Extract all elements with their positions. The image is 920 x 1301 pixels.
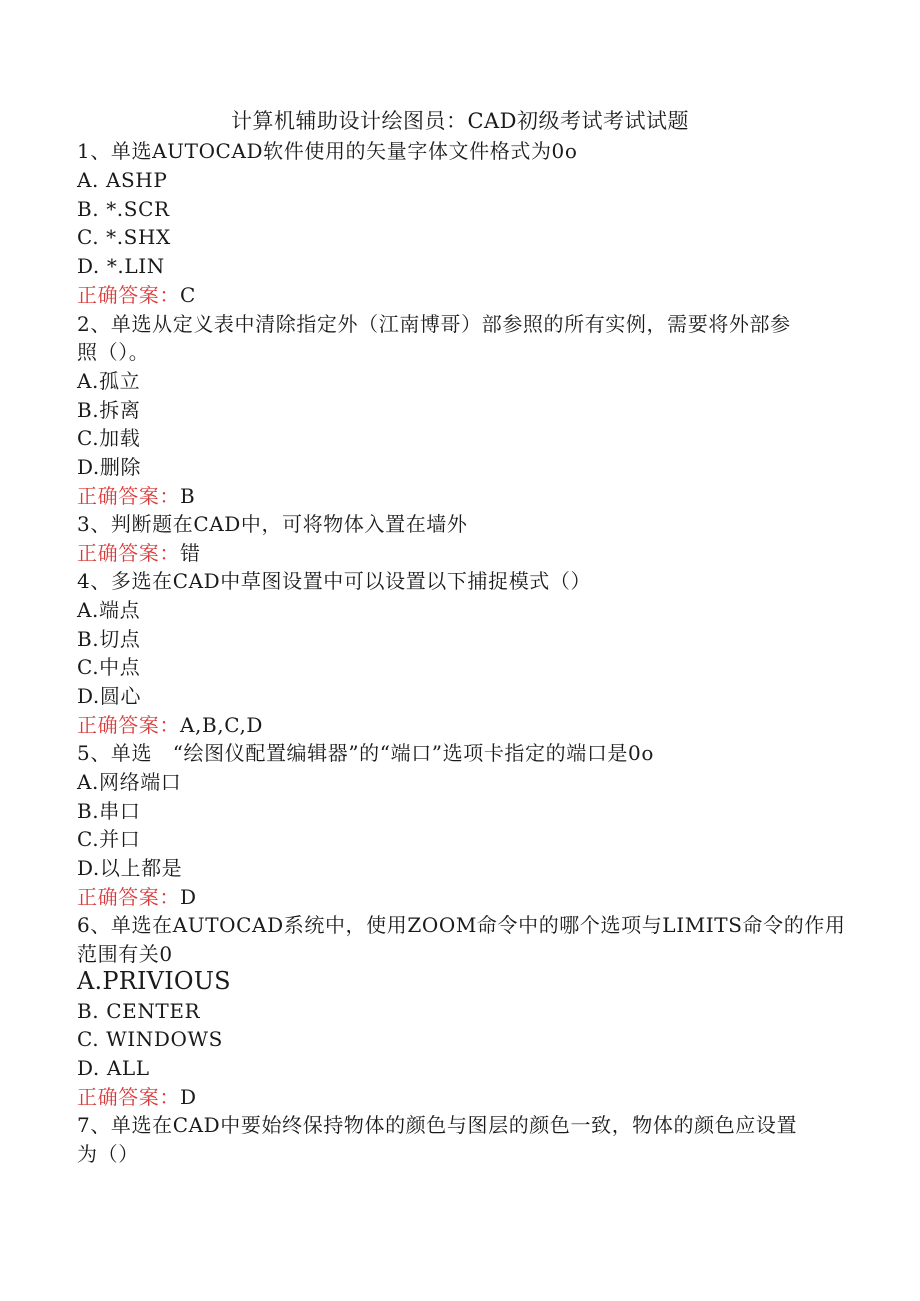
question-3-answer (77, 539, 201, 567)
question-4-answer (77, 711, 263, 739)
question-4-option-b: B.切点 (77, 627, 141, 651)
question-6-stem-line-2: 范围有关0 (77, 942, 173, 966)
answer-label: 正确答案： (77, 713, 180, 737)
answer-value: B (180, 484, 196, 508)
answer-value: C (180, 283, 196, 307)
question-1-stem: 1、单选AUTOCAD软件使用的矢量字体文件格式为0o (77, 139, 578, 163)
question-6-option-b: B. CENTER (77, 999, 201, 1023)
question-4-option-d: D.圆心 (77, 684, 142, 708)
question-7-stem-line-1: 7、单选在CAD中要始终保持物体的颜色与图层的颜色一致，物体的颜色应设置 (77, 1113, 798, 1137)
question-4-stem: 4、多选在CAD中草图设置中可以设置以下捕捉模式（） (77, 569, 592, 593)
question-1-option-a: A. ASHP (77, 168, 168, 192)
question-2-option-d: D.删除 (77, 455, 142, 479)
question-5-option-b: B.串口 (77, 799, 141, 823)
question-5-option-c: C.并口 (77, 827, 141, 851)
question-4-option-a: A.端点 (77, 598, 141, 622)
answer-value: D (180, 1085, 197, 1109)
question-4-option-c: C.中点 (77, 655, 141, 679)
question-1-answer (77, 281, 196, 309)
question-6-option-c: C. WINDOWS (77, 1027, 223, 1051)
question-1-option-c: C. *.SHX (77, 225, 171, 249)
question-2-option-b: B.拆离 (77, 398, 141, 422)
answer-label: 正确答案： (77, 283, 180, 307)
answer-label: 正确答案： (77, 541, 180, 565)
question-5-answer (77, 883, 197, 911)
answer-label: 正确答案： (77, 1085, 180, 1109)
question-6-option-a: A.PRIVIOUS (77, 967, 231, 995)
question-5-option-d: D.以上都是 (77, 856, 183, 880)
question-2-stem-line-2: 照（）。 (77, 340, 150, 364)
document-title: 计算机辅助设计绘图员：CAD初级考试考试试题 (230, 109, 690, 133)
answer-label: 正确答案： (77, 484, 180, 508)
question-1-option-d: D. *.LIN (77, 254, 165, 278)
answer-label: 正确答案： (77, 885, 180, 909)
answer-value: A,B,C,D (180, 713, 264, 737)
question-2-option-a: A.孤立 (77, 369, 141, 393)
question-3-stem: 3、判断题在CAD中，可将物体入置在墙外 (77, 512, 468, 536)
question-1-option-b: B. *.SCR (77, 197, 170, 221)
question-2-option-c: C.加载 (77, 426, 141, 450)
question-5-stem: 5、单选 “绘图仪配置编辑器”的“端口”选项卡指定的端口是0o (77, 741, 654, 765)
answer-value: D (180, 885, 197, 909)
question-5-option-a: A.网络端口 (77, 770, 182, 794)
question-2-answer (77, 482, 195, 510)
answer-value: 错 (180, 541, 201, 565)
question-6-option-d: D. ALL (77, 1056, 150, 1080)
question-6-answer (77, 1083, 197, 1111)
question-6-stem-line-1: 6、单选在AUTOCAD系统中，使用ZOOM命令中的哪个选项与LIMITS命令的作用 (77, 913, 846, 937)
question-7-stem-line-2: 为（） (77, 1142, 139, 1166)
question-2-stem-line-1: 2、单选从定义表中清除指定外（江南博哥）部参照的所有实例，需要将外部参 (77, 312, 791, 336)
